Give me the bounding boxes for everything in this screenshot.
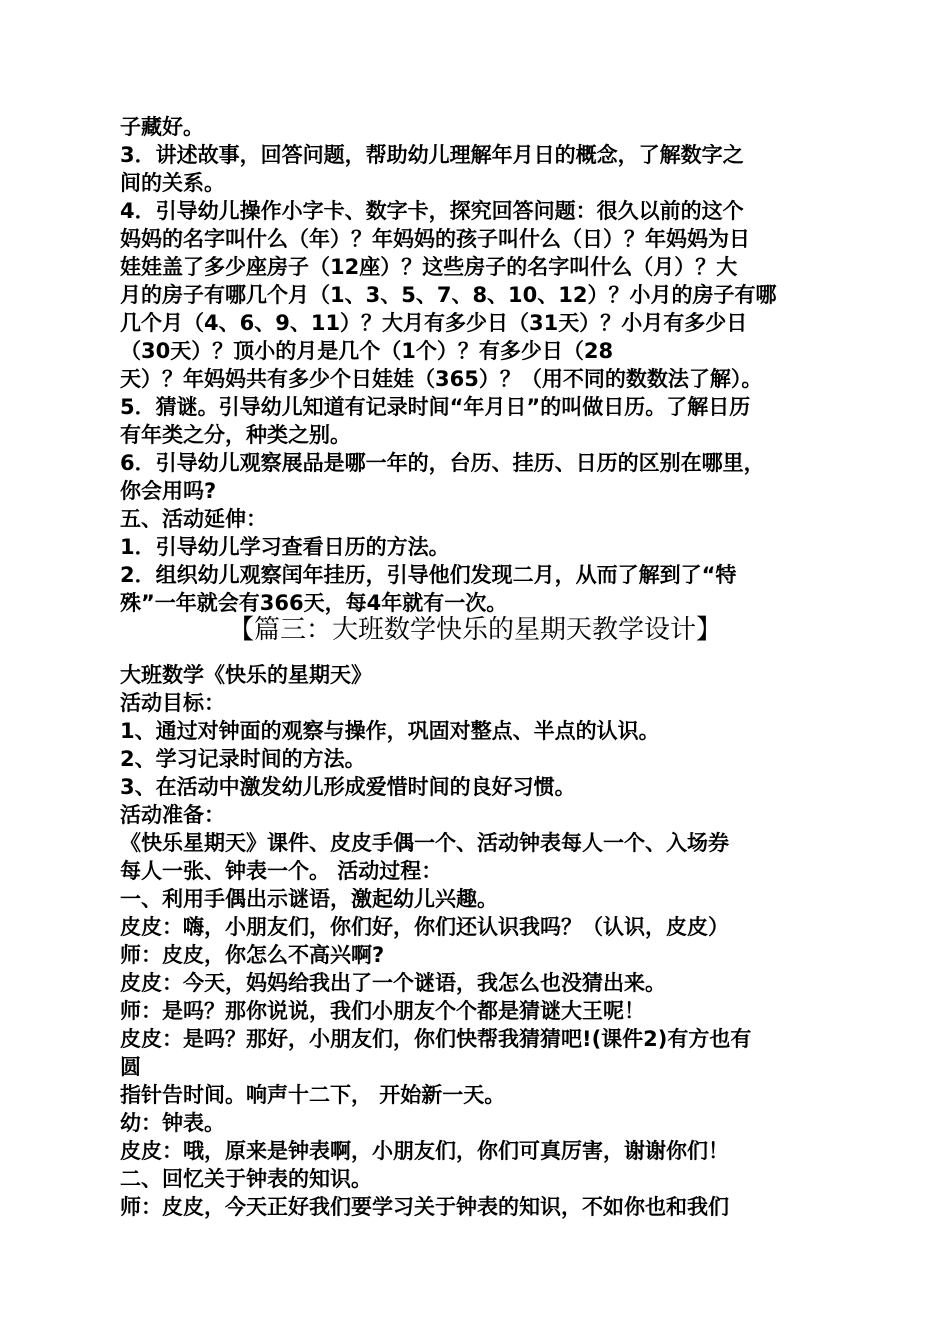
text-line: 五、活动延伸： bbox=[120, 507, 267, 531]
text-line: 二、回忆关于钟表的知识。 bbox=[120, 1167, 372, 1191]
text-line: 3、在活动中激发幼儿形成爱惜时间的良好习惯。 bbox=[120, 775, 576, 799]
text-line: 间的关系。 bbox=[120, 171, 225, 195]
text-line: 每人一张、钟表一个。 活动过程： bbox=[120, 859, 443, 883]
text-line: 皮皮：是吗？那好，小朋友们，你们快帮我猜猜吧!(课件2)有方也有 bbox=[120, 1027, 752, 1051]
text-line: 6．引导幼儿观察展品是哪一年的，台历、挂历、日历的区别在哪里， bbox=[120, 451, 765, 475]
text-line: 活动目标： bbox=[120, 691, 225, 715]
text-line: 月的房子有哪几个月（1、3、5、7、8、10、12）？小月的房子有哪 bbox=[120, 283, 777, 307]
text-line: 天）？年妈妈共有多少个日娃娃（365）？（用不同的数数法了解）。 bbox=[120, 367, 763, 391]
text-line: 皮皮：今天，妈妈给我出了一个谜语，我怎么也没猜出来。 bbox=[120, 971, 666, 995]
section-heading: 【篇三：大班数学快乐的星期天教学设计】 bbox=[227, 615, 722, 645]
text-line: 子藏好。 bbox=[120, 115, 204, 139]
text-line: 幼：钟表。 bbox=[120, 1111, 225, 1135]
text-line: 《快乐星期天》课件、皮皮手偶一个、活动钟表每人一个、入场券 bbox=[120, 831, 729, 855]
text-line: 皮皮：哦，原来是钟表啊，小朋友们，你们可真厉害，谢谢你们！ bbox=[120, 1139, 729, 1163]
text-line: 娃娃盖了多少座房子（12座）？这些房子的名字叫什么（月）？大 bbox=[120, 255, 738, 279]
text-line: 一、利用手偶出示谜语，激起幼儿兴趣。 bbox=[120, 887, 498, 911]
text-line: 1．引导幼儿学习查看日历的方法。 bbox=[120, 535, 450, 559]
text-line: 2．组织幼儿观察闰年挂历，引导他们发现二月，从而了解到了“特 bbox=[120, 563, 737, 587]
text-line: 大班数学《快乐的星期天》 bbox=[120, 663, 372, 687]
text-line: 3．讲述故事，回答问题，帮助幼儿理解年月日的概念，了解数字之 bbox=[120, 143, 744, 167]
text-line: （30天）？顶小的月是几个（1个）？有多少日（28 bbox=[120, 339, 614, 363]
text-line: 师：皮皮，今天正好我们要学习关于钟表的知识，不如你也和我们 bbox=[120, 1195, 729, 1219]
text-line: 皮皮：嗨，小朋友们，你们好，你们还认识我吗？（认识，皮皮） bbox=[120, 915, 729, 939]
text-line: 活动准备： bbox=[120, 803, 225, 827]
text-line: 圆 bbox=[120, 1055, 141, 1079]
text-line: 你会用吗? bbox=[120, 479, 217, 503]
text-line: 有年类之分，种类之别。 bbox=[120, 423, 351, 447]
text-line: 2、学习记录时间的方法。 bbox=[120, 747, 366, 771]
text-line: 几个月（4、6、9、11）？大月有多少日（31天）？小月有多少日 bbox=[120, 311, 748, 335]
text-line: 师：是吗？那你说说，我们小朋友个个都是猜谜大王呢！ bbox=[120, 999, 645, 1023]
text-line: 殊”一年就会有366天，每4年就有一次。 bbox=[120, 591, 508, 615]
text-line: 指针告时间。响声十二下， 开始新一天。 bbox=[120, 1083, 506, 1107]
text-line: 妈妈的名字叫什么（年）？年妈妈的孩子叫什么（日）？年妈妈为日 bbox=[120, 227, 750, 251]
text-line: 4．引导幼儿操作小字卡、数字卡，探究回答问题：很久以前的这个 bbox=[120, 199, 744, 223]
text-line: 1、通过对钟面的观察与操作，巩固对整点、半点的认识。 bbox=[120, 719, 660, 743]
text-line: 师：皮皮，你怎么不高兴啊? bbox=[120, 943, 385, 967]
text-line: 5．猜谜。引导幼儿知道有记录时间“年月日”的叫做日历。了解日历 bbox=[120, 395, 751, 419]
